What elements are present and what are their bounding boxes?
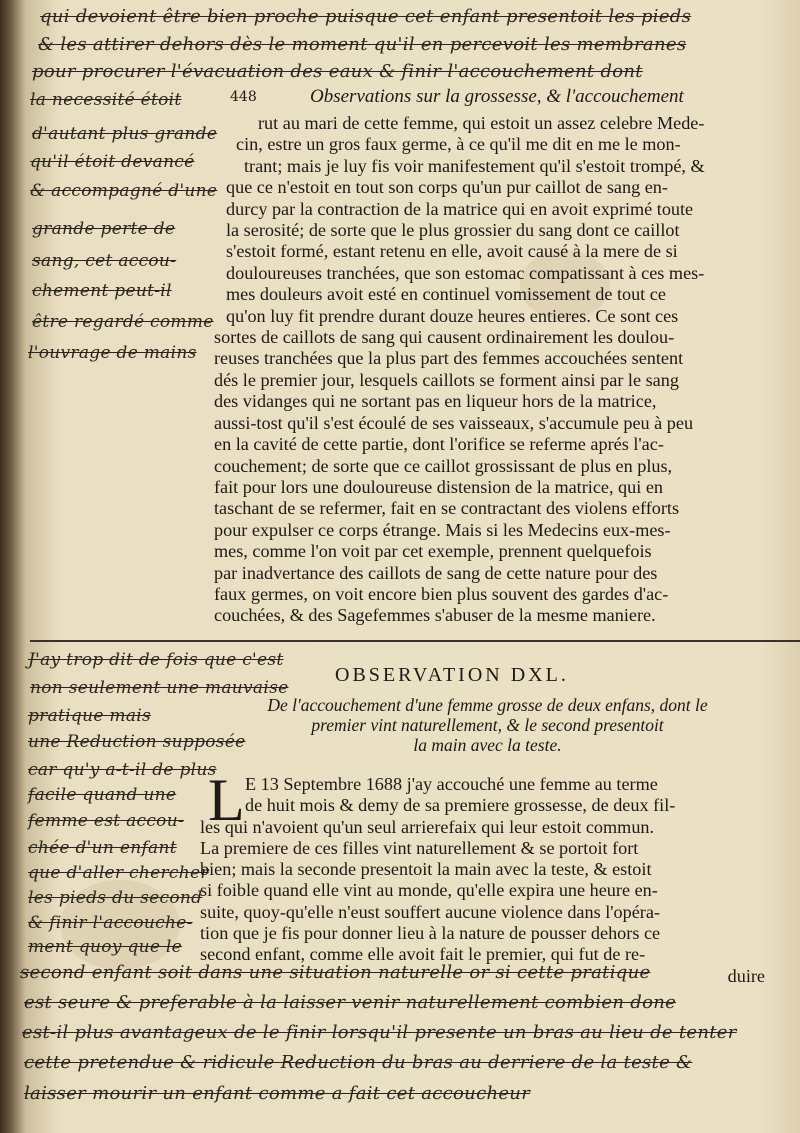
margin-note: & finir l'accouche- xyxy=(28,913,193,933)
text-line: qu'on luy fit prendre durant douze heures entieres. Ce sont ces xyxy=(226,305,679,326)
text-line: bien; mais la seconde presentoit la main avec la teste, & estoit xyxy=(200,859,652,880)
text-line: de huit mois & demy de sa premiere grossesse, de deux fil- xyxy=(245,795,676,816)
margin-note: J'ay trop dit de fois que c'est xyxy=(28,650,284,670)
text-line: mes, comme l'on voit par cet exemple, prennent quelquefois xyxy=(214,541,652,562)
subtitle-line: De l'accouchement d'une femme grosse de deux enfans, dont le xyxy=(267,695,708,715)
running-header: Observations sur la grossesse, & l'accouchement xyxy=(310,86,684,107)
text-line: pour expulser ce corps étrange. Mais si les Medecins eux-mes- xyxy=(214,519,671,540)
handwritten-note: cette pretendue & ridicule Reduction du bras au derriere de la teste & xyxy=(24,1052,693,1073)
margin-note: sang, cet accou- xyxy=(32,251,177,271)
margin-note: grande perte de xyxy=(32,219,176,239)
margin-note: non seulement une mauvaise xyxy=(30,678,289,698)
handwritten-note: & les attirer dehors dès le moment qu'il en percevoit les membranes xyxy=(38,34,687,55)
margin-note: que d'aller chercher xyxy=(28,863,209,883)
body-paragraph xyxy=(200,113,765,627)
margin-note: qu'il étoit devancé xyxy=(30,152,195,172)
text-line: E 13 Septembre 1688 j'ay accouché une femme au terme xyxy=(245,774,658,794)
text-line: des vidanges qui ne sortant pas en liqueur hors de la matrice, xyxy=(214,391,657,412)
handwritten-note: pour procurer l'évacuation des eaux & finir l'accouchement dont xyxy=(32,61,643,82)
handwritten-note: second enfant soit dans une situation naturelle or si cette pratique xyxy=(20,962,651,983)
page-number: 448 xyxy=(230,89,257,105)
margin-note: car qu'y a-t-il de plus xyxy=(28,760,217,780)
text-line: La premiere de ces filles vint naturellement & se portoit fort xyxy=(200,837,639,858)
text-line: si foible quand elle vint au monde, qu'elle expira une heure en- xyxy=(200,880,658,901)
text-line: couchées, & des Sagefemmes s'abuser de la mesme maniere. xyxy=(214,605,656,626)
text-line: second enfant, comme elle avoit fait le premier, qui fut de re- xyxy=(200,944,646,965)
text-line: cin, estre un gros faux germe, à ce qu'il me dit en me le mon- xyxy=(236,134,681,155)
handwritten-note: laisser mourir un enfant comme a fait cet accoucheur xyxy=(24,1083,531,1104)
text-line: dés le premier jour, lesquels caillots se forment ainsi par le sang xyxy=(214,369,679,390)
handwritten-note: qui devoient être bien proche puisque cet enfant presentoit les pieds xyxy=(40,6,692,27)
text-line: tion que je fis pour donner lieu à la nature de pousser dehors ce xyxy=(200,923,661,944)
handwritten-note: la necessité étoit xyxy=(30,90,182,110)
handwritten-note: est-il plus avantageux de le finir lorsqu'il presente un bras au lieu de tenter xyxy=(22,1022,737,1043)
margin-note: chement peut-il xyxy=(32,281,172,301)
text-line: aussi-tost qu'il s'est écoulé de ses vaisseaux, s'accumule peu à peu xyxy=(214,412,694,433)
text-line: taschant de se refermer, fait en se contractant des violens efforts xyxy=(214,498,680,519)
observation-heading: OBSERVATION DXL. xyxy=(335,664,569,686)
section-divider xyxy=(30,640,800,642)
margin-note: & accompagné d'une xyxy=(30,181,218,201)
text-line: en la cavité de cette partie, dont l'orifice se referme aprés l'ac- xyxy=(214,434,664,455)
subtitle-line: la main avec la teste. xyxy=(413,735,562,755)
text-line: reuses tranchées que la plus part des femmes accouchées sentent xyxy=(214,348,684,369)
margin-note: ment quoy que le xyxy=(28,937,183,957)
text-line: la serosité; de sorte que le plus grossier du sang dont ce caillot xyxy=(226,220,680,241)
text-line: faux germes, on voit encore bien plus souvent des gardes d'ac- xyxy=(214,583,669,604)
subtitle-line: premier vint naturellement, & le second presentoit xyxy=(311,715,664,735)
text-line: rut au mari de cette femme, qui estoit un assez celebre Mede- xyxy=(258,113,705,133)
text-line: que ce n'estoit en tout son corps qu'un pur caillot de sang en- xyxy=(226,177,668,198)
text-line: durcy par la contraction de la matrice qui en avoit exprimé toute xyxy=(226,198,694,219)
text-line: trant; mais je luy fis voir manifestement qu'il s'estoit trompé, & xyxy=(244,155,705,176)
text-line: s'estoit formé, estant retenu en elle, avoit causé à la mere de si xyxy=(226,241,678,262)
margin-note: pratique mais xyxy=(28,706,152,726)
text-line: couchement; de sorte que ce caillot grossissant de plus en plus, xyxy=(214,455,673,476)
observation-paragraph xyxy=(200,774,765,987)
drop-cap: L xyxy=(208,767,245,833)
text-line: les qui n'avoient qu'un seul arrierefaix qui leur estoit commun. xyxy=(200,816,655,837)
text-line: par inadvertance des caillots de sang de cette nature pour des xyxy=(214,562,658,583)
margin-note: une Reduction supposée xyxy=(28,732,246,752)
margin-note: chée d'un enfant xyxy=(28,838,177,858)
margin-note: facile quand une xyxy=(28,785,177,805)
text-line: sortes de caillots de sang qui causent ordinairement les doulou- xyxy=(214,327,675,348)
text-line: mes douleurs avoit esté en continuel vomissement de tout ce xyxy=(226,284,666,305)
catchword: duire xyxy=(727,965,765,986)
margin-note: être regardé comme xyxy=(32,312,214,332)
text-line: suite, quoy-qu'elle n'eust souffert aucune violence dans l'opéra- xyxy=(200,901,660,922)
text-line: fait pour lors une douloureuse distension de la matrice, qui en xyxy=(214,476,664,497)
margin-note: d'autant plus grande xyxy=(32,124,218,144)
text-line: douloureuses tranchées, que son estomac compatissant à ces mes- xyxy=(226,262,705,283)
handwritten-note: est seure & preferable à la laisser venir naturellement combien done xyxy=(24,992,677,1013)
observation-subtitle xyxy=(215,695,760,755)
margin-note: les pieds du second xyxy=(28,888,203,908)
margin-note: femme est accou- xyxy=(28,811,184,831)
margin-note: l'ouvrage de mains xyxy=(28,343,197,363)
